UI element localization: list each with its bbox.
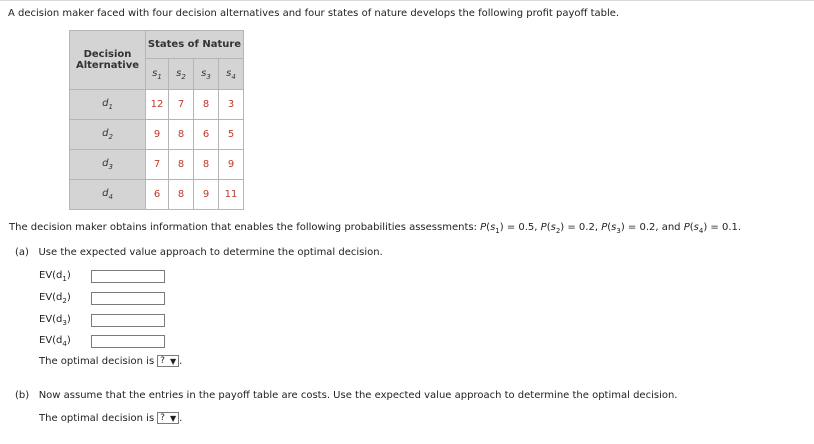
payoff-cell: 6 bbox=[194, 120, 219, 150]
part-b-optimal-select[interactable]: ? ▼ bbox=[157, 412, 179, 424]
chevron-down-icon: ▼ bbox=[169, 356, 177, 366]
table-row bbox=[70, 120, 244, 150]
part-b-question: (b) Now assume that the entries in the payoff table are costs. Use the expected value approach to determine the optimal decision. bbox=[15, 390, 678, 401]
part-b-optimal-row: The optimal decision is ? ▼ . bbox=[39, 412, 183, 424]
decision-label: $d_3$ bbox=[70, 150, 146, 180]
states-of-nature-header: States of Nature bbox=[146, 31, 244, 59]
payoff-cell: 8 bbox=[194, 150, 219, 180]
payoff-table bbox=[69, 30, 244, 210]
payoff-cell: 8 bbox=[169, 120, 194, 150]
payoff-cell: 9 bbox=[146, 120, 169, 150]
payoff-cell: 8 bbox=[169, 180, 194, 210]
part-a-optimal-label: The optimal decision is bbox=[39, 355, 155, 367]
ev-d2-input[interactable] bbox=[91, 292, 165, 305]
ev-d3-input[interactable] bbox=[91, 314, 165, 327]
ev-d4-label: $EV(d_4)$ bbox=[39, 334, 71, 348]
payoff-cell: 9 bbox=[219, 150, 244, 180]
state-header: $s_2$ bbox=[169, 59, 194, 90]
state-header: $s_4$ bbox=[219, 59, 244, 90]
payoff-cell: 5 bbox=[219, 120, 244, 150]
payoff-cell: 9 bbox=[194, 180, 219, 210]
table-row bbox=[70, 180, 244, 210]
ev-d2-row bbox=[39, 290, 165, 306]
top-divider bbox=[0, 0, 814, 1]
part-a-question: (a) Use the expected value approach to determine the optimal decision. bbox=[15, 247, 383, 258]
table-row bbox=[70, 90, 244, 120]
ev-d4-input[interactable] bbox=[91, 335, 165, 348]
ev-d1-row bbox=[39, 268, 165, 284]
state-header: $s_3$ bbox=[194, 59, 219, 90]
part-a-optimal-row: The optimal decision is ? ▼ . bbox=[39, 355, 183, 367]
decision-label: $d_1$ bbox=[70, 90, 146, 120]
decision-alternative-header: Decision Alternative bbox=[70, 31, 146, 90]
payoff-cell: 7 bbox=[146, 150, 169, 180]
payoff-cell: 12 bbox=[146, 90, 169, 120]
payoff-cell: 3 bbox=[219, 90, 244, 120]
ev-d1-label: $EV(d_1)$ bbox=[39, 269, 71, 283]
ev-d3-row bbox=[39, 312, 165, 328]
table-row bbox=[70, 150, 244, 180]
probabilities-text: The decision maker obtains information that enables the following probabilities assessments: $P(s_1) = 0.5$, $P(s_2) = 0.2$, $P(s_3) = 0.2$, and $P(s_4) = 0.1$. bbox=[9, 222, 742, 235]
ev-d4-row bbox=[39, 333, 165, 349]
decision-label: $d_4$ bbox=[70, 180, 146, 210]
state-header: $s_1$ bbox=[146, 59, 169, 90]
payoff-cell: 11 bbox=[219, 180, 244, 210]
part-b-optimal-label: The optimal decision is bbox=[39, 412, 155, 424]
ev-d1-input[interactable] bbox=[91, 270, 165, 283]
part-a-optimal-select[interactable]: ? ▼ bbox=[157, 355, 179, 367]
ev-d3-label: $EV(d_3)$ bbox=[39, 313, 71, 327]
chevron-down-icon: ▼ bbox=[169, 413, 177, 423]
payoff-cell: 8 bbox=[169, 150, 194, 180]
intro-text: A decision maker faced with four decision alternatives and four states of nature develops the following profit payoff table. bbox=[8, 8, 620, 19]
payoff-cell: 8 bbox=[194, 90, 219, 120]
decision-label: $d_2$ bbox=[70, 120, 146, 150]
payoff-cell: 7 bbox=[169, 90, 194, 120]
ev-d2-label: $EV(d_2)$ bbox=[39, 291, 71, 305]
payoff-cell: 6 bbox=[146, 180, 169, 210]
